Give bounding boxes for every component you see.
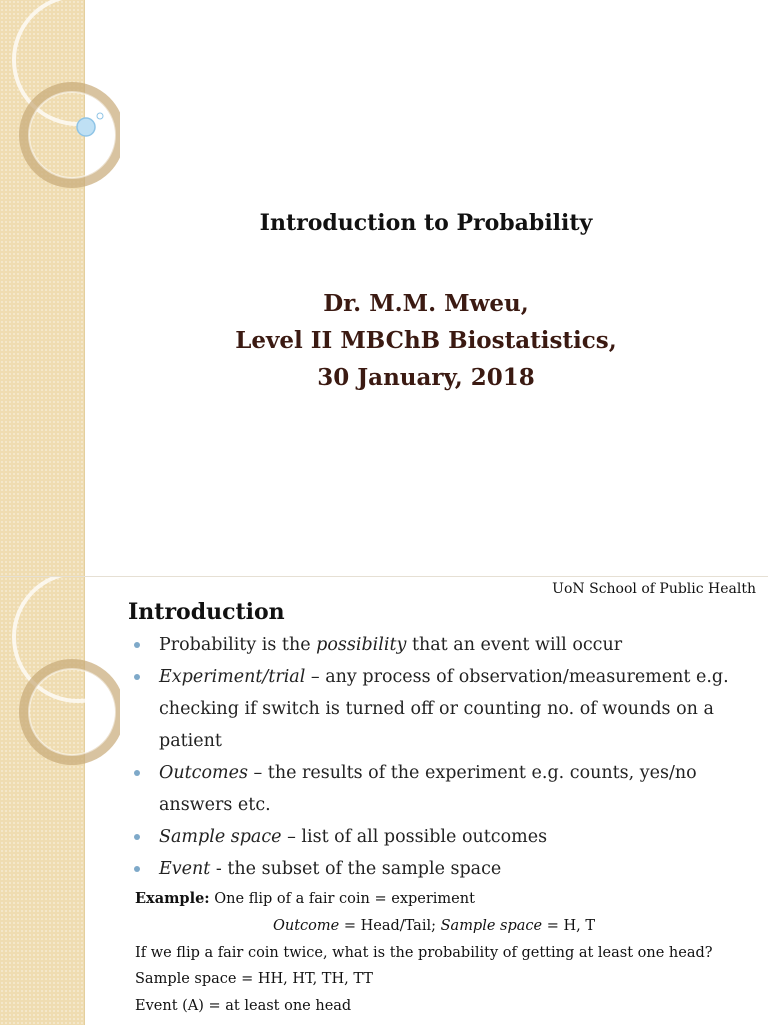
list-item: Experiment/trial – any process of observation/measurement e.g. checking if switch is turned off or counting no. of wounds on a patient: [132, 661, 757, 757]
list-item: Event - the subset of the sample space: [132, 853, 757, 885]
outcome-line: Outcome = Head/Tail; Sample space = H, T: [273, 918, 596, 934]
presentation-title: Introduction to Probability: [259, 210, 593, 236]
course-line: Level II MBChB Biostatistics,: [235, 327, 617, 354]
bullet-icon: [134, 674, 140, 680]
question-line: If we flip a fair coin twice, what is the probability of getting at least one head?: [135, 945, 713, 961]
bullet-icon: [134, 770, 140, 776]
slide-heading: Introduction: [128, 599, 285, 625]
decorative-rings-graphic: [0, 0, 120, 200]
author-line: Dr. M.M. Mweu,: [323, 290, 529, 317]
bullet-icon: [134, 642, 140, 648]
event-line: Event (A) = at least one head: [135, 998, 352, 1014]
list-item: Outcomes – the results of the experiment e.g. counts, yes/no answers etc.: [132, 757, 757, 821]
bullet-list: [132, 629, 757, 885]
content-slide: [0, 576, 768, 1025]
list-item: Sample space – list of all possible outcomes: [132, 821, 757, 853]
footer-text: UoN School of Public Health: [552, 581, 756, 597]
decorative-rings-graphic: [0, 577, 120, 777]
list-item: Probability is the possibility that an event will occur: [132, 629, 757, 661]
date-line: 30 January, 2018: [317, 364, 535, 391]
bullet-icon: [134, 834, 140, 840]
example-line: Example: One flip of a fair coin = experiment: [135, 890, 475, 907]
sample-space-line: Sample space = HH, HT, TH, TT: [135, 971, 373, 987]
bullet-icon: [134, 866, 140, 872]
